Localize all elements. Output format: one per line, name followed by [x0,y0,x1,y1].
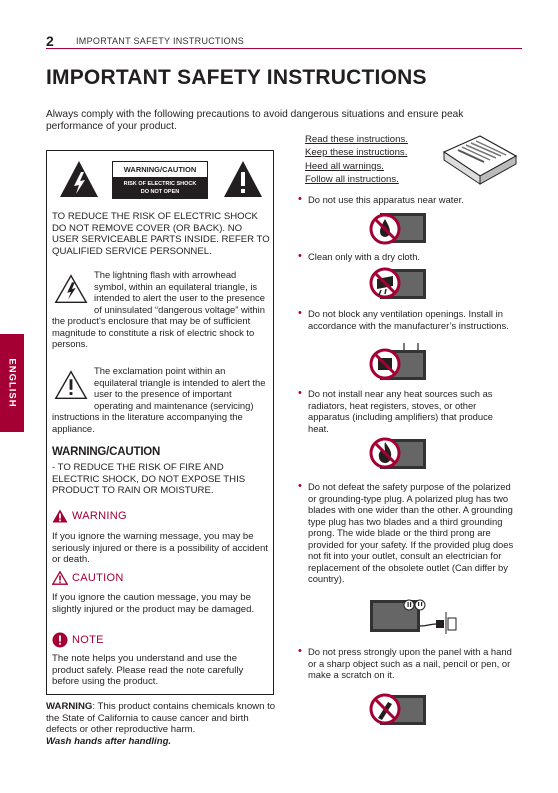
warning-text: If you ignore the warning message, you may be seriously injured or there is a possibility of accident or death. [52,531,268,565]
california-warning [46,701,282,747]
california-warning-label: WARNING [46,701,93,712]
warning-title [52,509,127,523]
read-instructions-list [305,133,408,186]
safety-item-water [296,194,516,206]
safety-item-text: Clean only with a dry cloth. [308,251,421,262]
safety-item-text: Do not install near any heat sources such as radiators, heat registers, stoves, or other apparatus (including amplifiers) that produce heat. [308,388,493,434]
warning-label-bottom [113,178,207,199]
warning-label [112,161,208,199]
warning-label-line-2: DO NOT OPEN [140,189,180,195]
note-icon [52,632,68,648]
read-list-item: Keep these instructions. [305,147,408,159]
shock-notice: TO REDUCE THE RISK OF ELECTRIC SHOCK DO NOT REMOVE COVER (OR BACK). NO USER SERVICEABLE PARTS INSIDE. REFER TO QUALIFIED SERVICE PERSONNEL. [52,211,270,257]
note-title [52,632,104,648]
header-title: IMPORTANT SAFETY INSTRUCTIONS [76,36,245,46]
bullet-dot: • [298,307,302,319]
read-list-item: Read these instructions. [305,134,408,145]
lightning-explanation [52,269,270,350]
bullet-dot: • [298,387,302,399]
bullet-dot: • [298,480,302,492]
manual-book-icon [440,132,520,192]
exclamation-triangle-icon [223,160,263,198]
water-prohibited-icon [366,210,428,248]
caution-message: If you ignore the caution message, you may be slightly injured or the product may be damaged. [52,592,255,615]
exclamation-triangle-icon [52,365,90,405]
ventilation-prohibited-icon [366,342,432,384]
warning-label-line-1: RISK OF ELECTRIC SHOCK [123,181,197,187]
caution-title [52,571,124,585]
lightning-explanation-text: The lightning flash with arrowhead symbol, within an equilateral triangle, is intended to alert the user to the presence of uninsulated “dangerous voltage” within the product’s enclosure that may be of sufficient magnitude to constitute a risk of electric shock to persons. [52,269,265,349]
safety-item-plug [296,481,516,585]
warning-triangle-icon [52,509,68,523]
page-header [46,33,522,49]
warning-box [46,150,274,695]
exclamation-explanation-text: The exclamation point within an equilateral triangle is intended to alert the user to the presence of important operating and maintenance (servicing) instructions in the literature accompanying the appliance. [52,365,266,434]
warning-title-label: WARNING [72,510,127,522]
lightning-triangle-icon [52,269,90,309]
safety-item-text: Do not use this apparatus near water. [308,194,464,205]
california-warning-text: : This product contains chemicals known to the State of California to cause cancer and birth defects or other reproductive harm. [46,701,276,735]
warning-symbols [47,151,273,205]
warning-label-top: WARNING/CAUTION [113,162,207,178]
safety-item-ventilation [296,308,516,331]
press-prohibited-icon [366,692,428,730]
plug-outlet-icon [366,596,466,638]
bullet-dot: • [298,645,302,657]
exclamation-explanation [52,365,270,434]
lightning-triangle-icon [59,160,99,198]
language-tab-label: ENGLISH [6,358,18,408]
safety-item-text: Do not defeat the safety purpose of the polarized or grounding-type plug. A polarized plug has two blades with one wider than the other. A grounding type plug has two blades and a third grounding prong. The wide blade or the third prong are provided for your safety. If the provided plug does not fit into your outlet, consult an electrician for replacement of the obsolete outlet (Can differ by country). [308,481,514,584]
safety-item-panel [296,646,516,681]
read-list-item: Heed all warnings. [305,160,384,172]
caution-heading: WARNING/CAUTION [52,446,161,458]
wet-cloth-prohibited-icon [366,266,428,304]
heat-prohibited-icon [366,436,428,474]
caution-triangle-icon [52,571,68,585]
caution-text: - TO REDUCE THE RISK OF FIRE AND ELECTRIC SHOCK, DO NOT EXPOSE THIS PRODUCT TO RAIN OR MOISTURE. [52,462,246,496]
bullet-dot: • [298,250,302,262]
safety-item-text: Do not press strongly upon the panel with a hand or a sharp object such as a nail, pencil or pen, or make a scratch on it. [308,646,512,680]
page-number: 2 [46,33,54,49]
safety-item-cloth [296,251,516,263]
read-list-item: Follow all instructions. [305,173,399,185]
note-title-label: NOTE [72,634,104,646]
note-text: The note helps you understand and use the product safely. Please read the note carefully before using the product. [52,653,244,687]
wash-hands-text: Wash hands after handling. [46,735,172,747]
intro-text: Always comply with the following precautions to avoid dangerous situations and ensure peak performance of your product. [46,109,464,132]
page-title: IMPORTANT SAFETY INSTRUCTIONS [46,66,427,89]
bullet-dot: • [298,193,302,205]
safety-item-text: Do not block any ventilation openings. Install in accordance with the manufacturer’s instructions. [308,308,509,331]
caution-title-label: CAUTION [72,572,124,584]
language-tab [0,334,24,432]
safety-item-heat [296,388,516,434]
